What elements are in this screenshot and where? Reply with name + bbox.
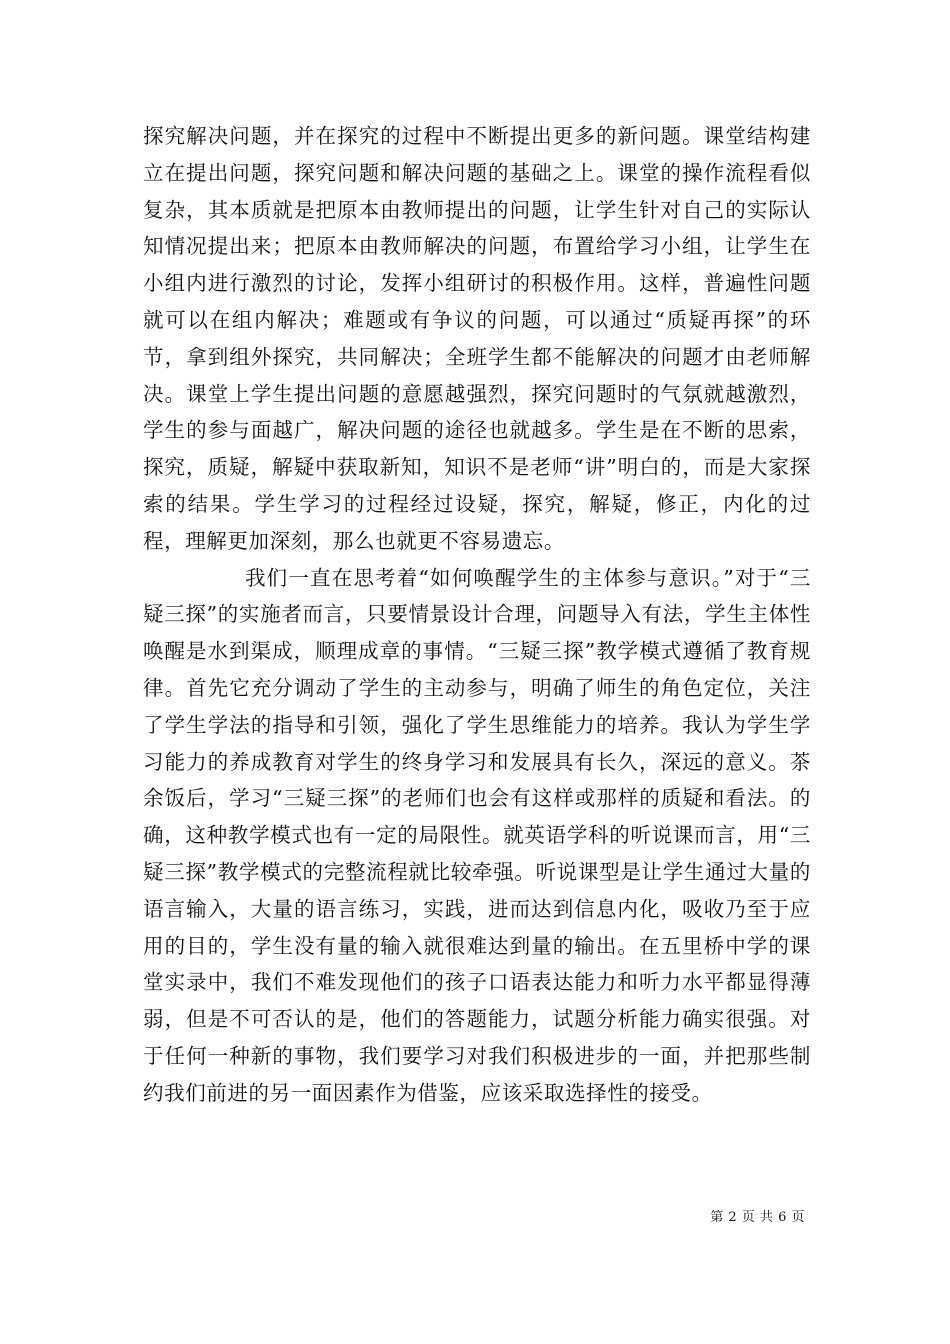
body-text <box>143 118 811 1112</box>
paragraph-1: 探究解决问题，并在探究的过程中不断提出更多的新问题。课堂结构建立在提出问题，探究问题和解决问题的基础之上。课堂的操作流程看似复杂，其本质就是把原本由教师提出的问题，让学生针对自己的实际认知情况提出来；把原本由教师解决的问题，布置给学习小组，让学生在小组内进行激烈的讨论，发挥小组研讨的积极作用。这样，普遍性问题就可以在组内解决；难题或有争议的问题，可以通过“质疑再探”的环节，拿到组外探究，共同解决；全班学生都不能解决的问题才由老师解决。课堂上学生提出问题的意愿越强烈，探究问题时的气氛就越激烈，学生的参与面越广，解决问题的途径也就越多。学生是在不断的思索，探究，质疑，解疑中获取新知，知识不是老师“讲”明白的，而是大家探索的结果。学生学习的过程经过设疑，探究，解疑，修正，内化的过程，理解更加深刻，那么也就更不容易遗忘。 <box>143 124 811 553</box>
page-number-footer: 第 2 页 共 6 页 <box>710 1210 805 1225</box>
paragraph-2: 我们一直在思考着“如何唤醒学生的主体参与意识。”对于“三疑三探”的实施者而言，只要情景设计合理，问题导入有法，学生主体性唤醒是水到渠成，顺理成章的事情。“三疑三探”教学模式遵循了教育规律。首先它充分调动了学生的主动参与，明确了师生的角色定位，关注了学生学法的指导和引领，强化了学生思维能力的培养。我认为学生学习能力的养成教育对学生的终身学习和发展具有长久，深远的意义。茶余饭后，学习“三疑三探”的老师们也会有这样或那样的质疑和看法。的确，这种教学模式也有一定的局限性。就英语学科的听说课而言，用“三疑三探”教学模式的完整流程就比较牵强。听说课型是让学生通过大量的语言输入，大量的语言练习，实践，进而达到信息内化，吸收乃至于应用的目的，学生没有量的输入就很难达到量的输出。在五里桥中学的课堂实录中，我们不难发现他们的孩子口语表达能力和听力水平都显得薄弱，但是不可否认的是，他们的答题能力，试题分析能力确实很强。对于任何一种新的事物，我们要学习对我们积极进步的一面，并把那些制约我们前进的另一面因素作为借鉴，应该采取选择性的接受。 <box>143 565 811 1105</box>
